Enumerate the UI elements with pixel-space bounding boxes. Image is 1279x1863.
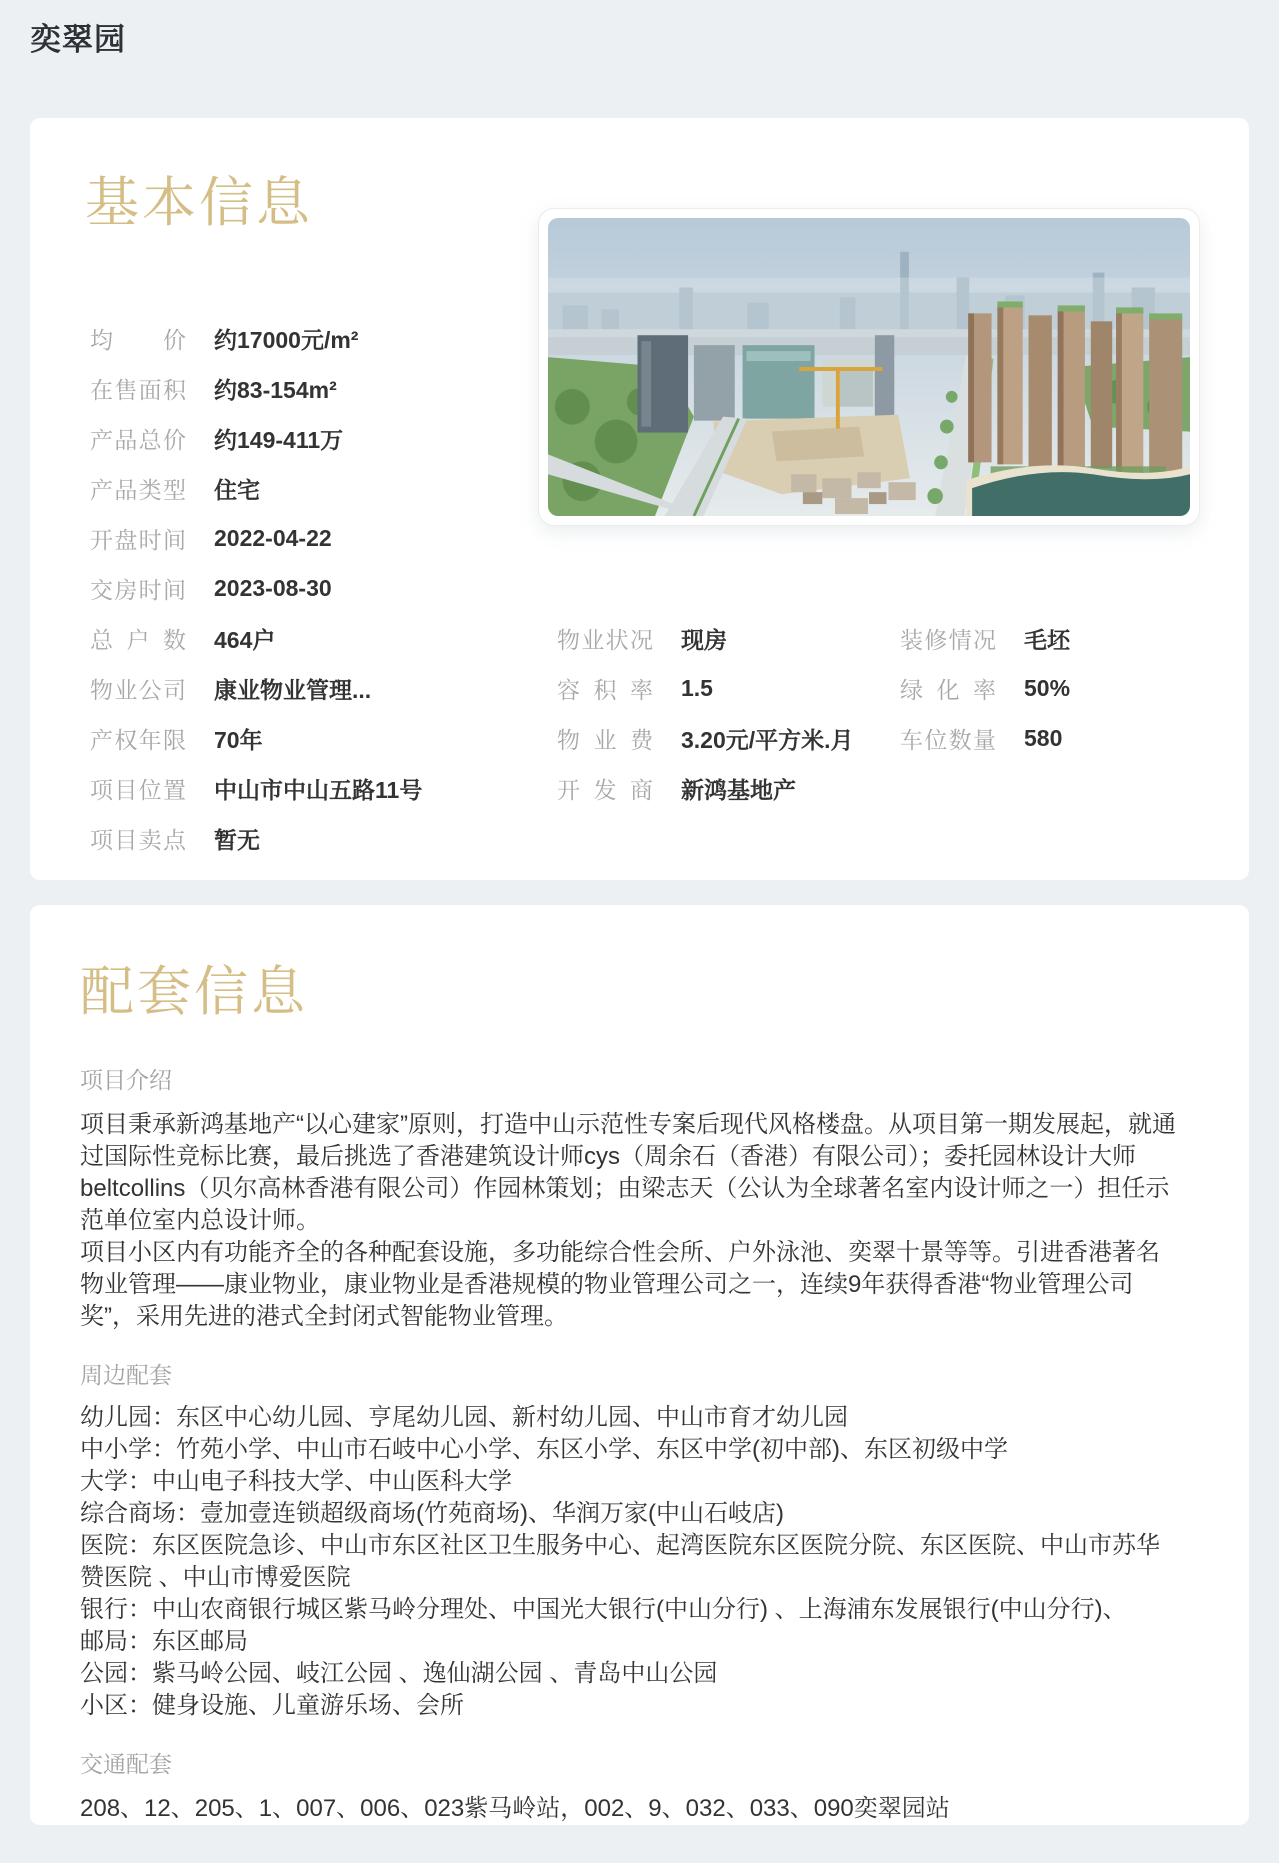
facility-line-schools: 中小学：竹苑小学、中山市石岐中心小学、东区小学、东区中学(初中部)、东区初级中学 xyxy=(80,1436,1008,1463)
facility-line-parks: 公园：紫马岭公园、岐江公园 、逸仙湖公园 、青岛中山公园 xyxy=(80,1660,718,1687)
facility-line-banks: 银行：中山农商银行城区紫马岭分理处、中国光大银行(中山分行) 、上海浦东发展银行(中山分行)、 xyxy=(80,1596,1127,1623)
info-value: 毛坯 xyxy=(1024,626,1070,653)
info-label: 装修情况 xyxy=(900,626,996,653)
info-row-households xyxy=(90,613,422,663)
info-row-avg-price xyxy=(90,313,422,363)
info-label: 物业公司 xyxy=(90,676,186,703)
info-label: 总户数 xyxy=(90,626,186,653)
info-row-plot-ratio xyxy=(557,663,854,713)
info-label: 开盘时间 xyxy=(90,526,186,553)
info-row-property-status xyxy=(557,613,854,663)
info-value: 3.20元/平方米.月 xyxy=(681,726,854,753)
info-value: 1.5 xyxy=(681,674,713,701)
info-value: 现房 xyxy=(681,626,727,653)
info-label: 均价 xyxy=(90,326,186,353)
project-intro-label: 项目介绍 xyxy=(80,1067,172,1093)
basic-info-left-rows xyxy=(90,313,422,863)
info-value: 约17000元/m² xyxy=(214,326,359,353)
amenities-card xyxy=(30,905,1249,1825)
info-label: 交房时间 xyxy=(90,576,186,603)
basic-info-title: 基本信息 xyxy=(85,173,313,233)
info-label: 项目卖点 xyxy=(90,826,186,853)
facility-line-malls: 综合商场：壹加壹连锁超级商场(竹苑商场)、华润万家(中山石岐店) xyxy=(80,1500,784,1527)
info-row-decoration xyxy=(900,613,1070,663)
facility-line-hospitals: 医院：东区医院急诊、中山市东区社区卫生服务中心、起湾医院东区医院分院、东区医院、中山市苏华赞医院 、中山市博爱医院 xyxy=(80,1532,1160,1591)
info-value: 70年 xyxy=(214,726,263,753)
info-label: 绿化率 xyxy=(900,676,996,703)
info-value: 中山市中山五路11号 xyxy=(214,776,423,803)
info-row-parking xyxy=(900,713,1070,763)
info-label: 产品类型 xyxy=(90,476,186,503)
info-value: 康业物业管理... xyxy=(214,676,372,703)
info-value: 暂无 xyxy=(214,826,260,853)
info-row-area xyxy=(90,363,422,413)
info-value: 约83-154m² xyxy=(214,376,337,403)
info-row-delivery-date xyxy=(90,563,422,613)
info-row-property-fee xyxy=(557,713,854,763)
info-row-total-price xyxy=(90,413,422,463)
info-row-selling-points xyxy=(90,813,422,863)
nearby-facilities-list xyxy=(80,1402,1180,1722)
info-value: 约149-411万 xyxy=(214,426,344,453)
intro-paragraph: 项目秉承新鸿基地产“以心建家”原则，打造中山示范性专案后现代风格楼盘。从项目第一期发展起，就通过国际性竞标比赛，最后挑选了香港建筑设计师cys（周余石（香港）有限公司）；委托园林设计大师beltcollins（贝尔高林香港有限公司）作园林策划；由梁志天（公认为全球著名室内设计师之一）担任示范单位室内总设计师。 xyxy=(80,1111,1176,1234)
info-label: 车位数量 xyxy=(900,726,996,753)
info-row-developer xyxy=(557,763,854,813)
info-label: 产权年限 xyxy=(90,726,186,753)
basic-info-card xyxy=(30,118,1249,880)
info-label: 容积率 xyxy=(557,676,653,703)
basic-info-right-col-2 xyxy=(900,613,1070,763)
info-label: 项目位置 xyxy=(90,776,186,803)
transport-label: 交通配套 xyxy=(80,1751,172,1777)
info-label: 物业状况 xyxy=(557,626,653,653)
info-row-location xyxy=(90,763,422,813)
info-row-open-date xyxy=(90,513,422,563)
info-value: 新鸿基地产 xyxy=(681,776,796,803)
basic-info-right-col-1 xyxy=(557,613,854,813)
amenities-title: 配套信息 xyxy=(80,962,308,1022)
info-value: 2023-08-30 xyxy=(214,574,332,601)
page-title: 奕翠园 xyxy=(30,22,126,57)
info-row-product-type xyxy=(90,463,422,513)
property-photo-frame[interactable] xyxy=(538,208,1200,526)
info-value: 住宅 xyxy=(214,476,260,503)
intro-paragraph: 项目小区内有功能齐全的各种配套设施，多功能综合性会所、户外泳池、奕翠十景等等。引进香港著名物业管理——康业物业，康业物业是香港规模的物业管理公司之一，连续9年获得香港“物业管理公司奖”，采用先进的港式全封闭式智能物业管理。 xyxy=(80,1239,1160,1330)
info-value: 464户 xyxy=(214,626,276,653)
info-label: 开发商 xyxy=(557,776,653,803)
aerial-photo xyxy=(548,218,1190,516)
transport-bus-lines: 208、12、205、1、007、006、023紫马岭站，002、9、032、033、090奕翠园站 xyxy=(80,1795,950,1822)
info-row-tenure xyxy=(90,713,422,763)
info-label: 在售面积 xyxy=(90,376,186,403)
facility-line-kindergarten: 幼儿园：东区中心幼儿园、亨尾幼儿园、新村幼儿园、中山市育才幼儿园 xyxy=(80,1404,848,1431)
nearby-facilities-label: 周边配套 xyxy=(80,1362,172,1388)
project-intro-text xyxy=(80,1109,1180,1333)
info-value: 2022-04-22 xyxy=(214,524,332,551)
info-label: 物业费 xyxy=(557,726,653,753)
info-row-greening-rate xyxy=(900,663,1070,713)
info-row-property-company xyxy=(90,663,422,713)
facility-line-post-office: 邮局：东区邮局 xyxy=(80,1628,248,1655)
info-value: 580 xyxy=(1024,724,1063,751)
facility-line-community: 小区：健身设施、儿童游乐场、会所 xyxy=(80,1692,464,1719)
facility-line-university: 大学：中山电子科技大学、中山医科大学 xyxy=(80,1468,512,1495)
info-value: 50% xyxy=(1024,674,1071,701)
info-label: 产品总价 xyxy=(90,426,186,453)
